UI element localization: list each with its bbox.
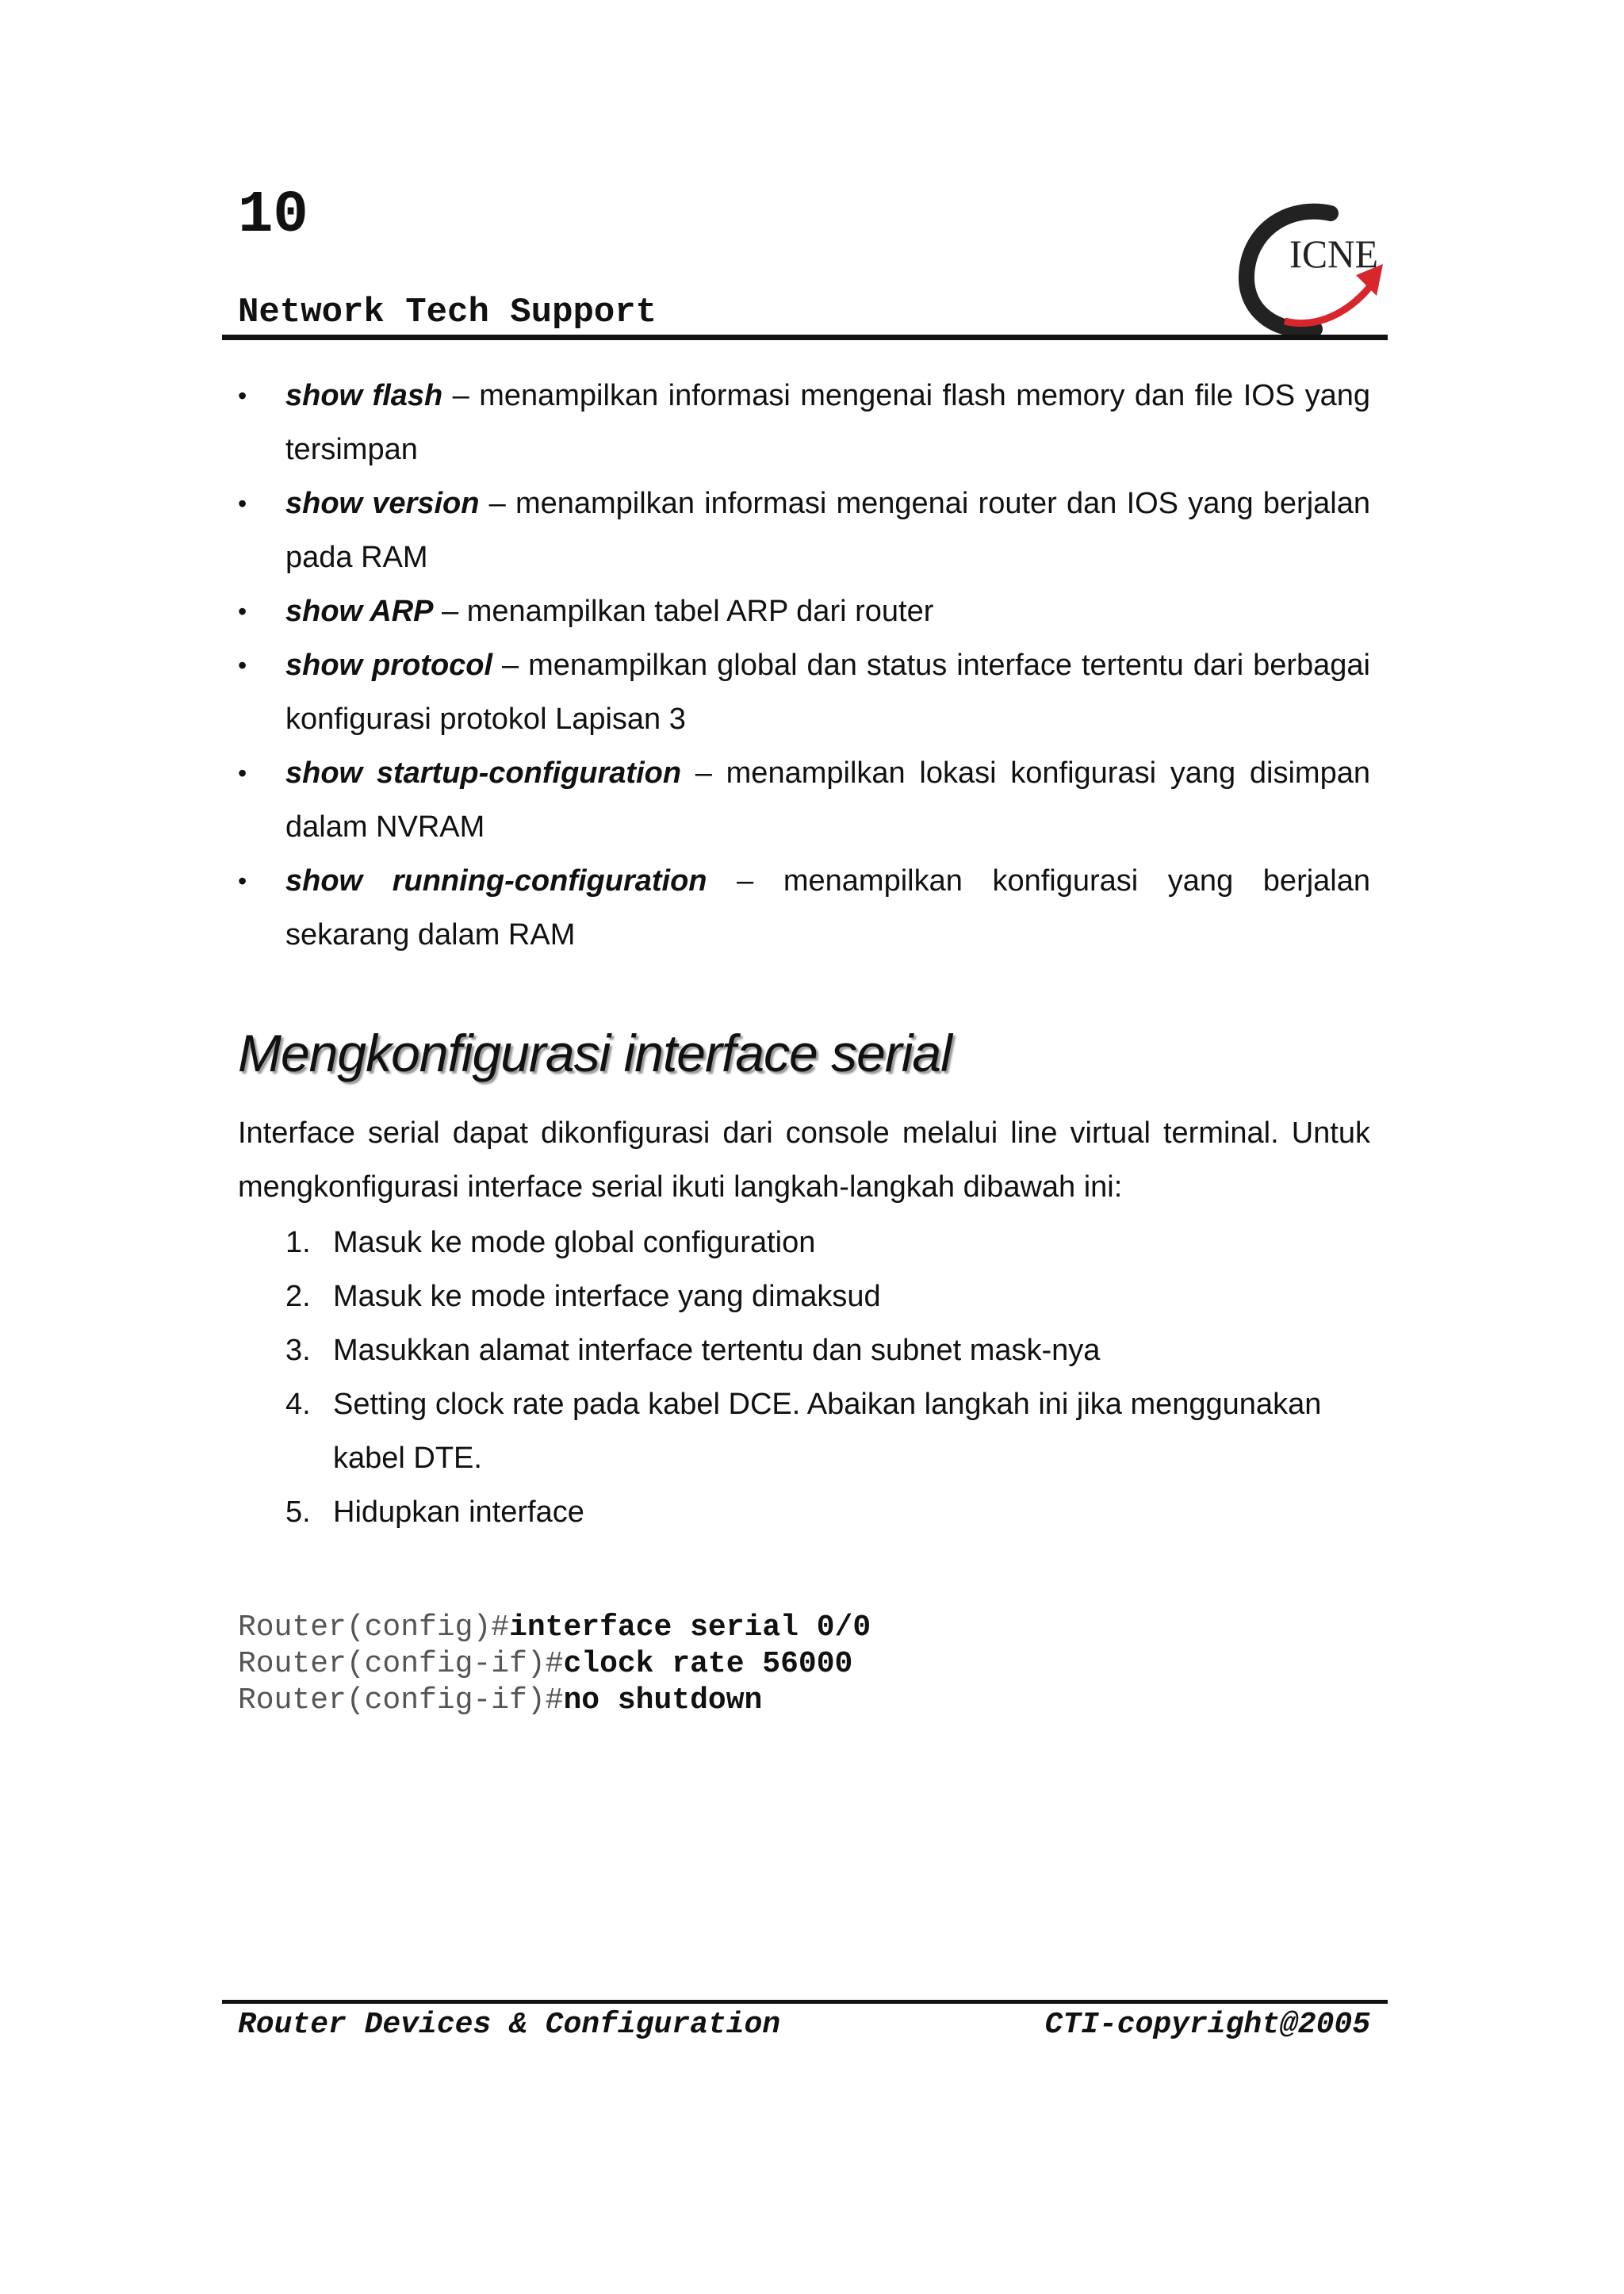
header-title: Network Tech Support bbox=[238, 293, 657, 332]
code-line bbox=[238, 1646, 871, 1683]
bullet-icon: • bbox=[238, 489, 247, 518]
logo-text: ICNE bbox=[1289, 232, 1378, 276]
code-command: interface serial 0/0 bbox=[509, 1610, 871, 1645]
command-description: – menampilkan lokasi konfigurasi yang disimpan dalam NVRAM bbox=[285, 756, 1370, 844]
step-item bbox=[285, 1323, 1372, 1377]
list-item bbox=[238, 477, 1370, 584]
list-item bbox=[238, 369, 1370, 477]
page-number: 10 bbox=[238, 182, 308, 249]
list-item bbox=[238, 746, 1370, 854]
code-line bbox=[238, 1610, 871, 1646]
steps-list bbox=[285, 1216, 1372, 1539]
command-name: show flash bbox=[285, 379, 443, 412]
command-name: show protocol bbox=[285, 649, 493, 682]
code-prompt: Router(config-if)# bbox=[238, 1683, 564, 1718]
step-number: 4. bbox=[285, 1388, 311, 1421]
bullet-icon: • bbox=[238, 381, 247, 410]
step-number: 5. bbox=[285, 1496, 311, 1529]
step-number: 1. bbox=[285, 1226, 311, 1259]
list-item bbox=[238, 854, 1370, 962]
footer-left: Router Devices & Configuration bbox=[238, 2008, 781, 2042]
bullet-icon: • bbox=[238, 867, 247, 895]
step-item bbox=[285, 1216, 1372, 1270]
step-text: Masuk ke mode interface yang dimaksud bbox=[333, 1280, 881, 1313]
code-prompt: Router(config-if)# bbox=[238, 1647, 564, 1681]
bullet-icon: • bbox=[238, 651, 247, 680]
step-text: Setting clock rate pada kabel DCE. Abaikan langkah ini jika menggunakan kabel DTE. bbox=[333, 1388, 1322, 1475]
command-name: show ARP bbox=[285, 595, 434, 628]
step-item bbox=[285, 1270, 1372, 1323]
command-description: – menampilkan konfigurasi yang berjalan sekarang dalam RAM bbox=[285, 864, 1371, 952]
step-number: 3. bbox=[285, 1334, 311, 1367]
command-list bbox=[238, 369, 1370, 962]
step-text: Masuk ke mode global configuration bbox=[333, 1226, 816, 1259]
step-text: Hidupkan interface bbox=[333, 1496, 584, 1529]
code-command: clock rate 56000 bbox=[563, 1647, 853, 1681]
list-item bbox=[238, 638, 1370, 746]
code-line bbox=[238, 1683, 871, 1719]
command-name: show startup-configuration bbox=[285, 756, 682, 790]
step-item bbox=[285, 1377, 1372, 1485]
code-command: no shutdown bbox=[563, 1683, 763, 1718]
footer-rule bbox=[222, 2000, 1388, 2004]
command-description: – menampilkan global dan status interface tertentu dari berbagai konfigurasi protokol Lapisan 3 bbox=[285, 649, 1371, 736]
command-description: – menampilkan informasi mengenai flash memory dan file IOS yang tersimpan bbox=[285, 379, 1370, 466]
list-item bbox=[238, 584, 1370, 638]
footer-right: CTI-copyright@2005 bbox=[1044, 2008, 1370, 2042]
icne-logo bbox=[1237, 202, 1388, 337]
intro-paragraph: Interface serial dapat dikonfigurasi dari console melalui line virtual terminal. Untuk mengkonfigurasi interface serial ikuti langkah-langkah dibawah ini: bbox=[238, 1116, 1370, 1204]
step-number: 2. bbox=[285, 1280, 311, 1313]
command-name: show version bbox=[285, 487, 480, 520]
bullet-icon: • bbox=[238, 759, 247, 787]
bullet-icon: • bbox=[238, 597, 247, 626]
step-text: Masukkan alamat interface tertentu dan subnet mask-nya bbox=[333, 1334, 1101, 1367]
code-block bbox=[238, 1610, 871, 1719]
code-prompt: Router(config)# bbox=[238, 1610, 510, 1645]
command-name: show running-configuration bbox=[285, 864, 707, 898]
command-description: – menampilkan tabel ARP dari router bbox=[433, 595, 934, 628]
command-description: – menampilkan informasi mengenai router dan IOS yang berjalan pada RAM bbox=[285, 487, 1370, 574]
section-heading: Mengkonfigurasi interface serial bbox=[238, 1024, 952, 1082]
step-item bbox=[285, 1485, 1372, 1539]
header-rule bbox=[222, 335, 1388, 340]
